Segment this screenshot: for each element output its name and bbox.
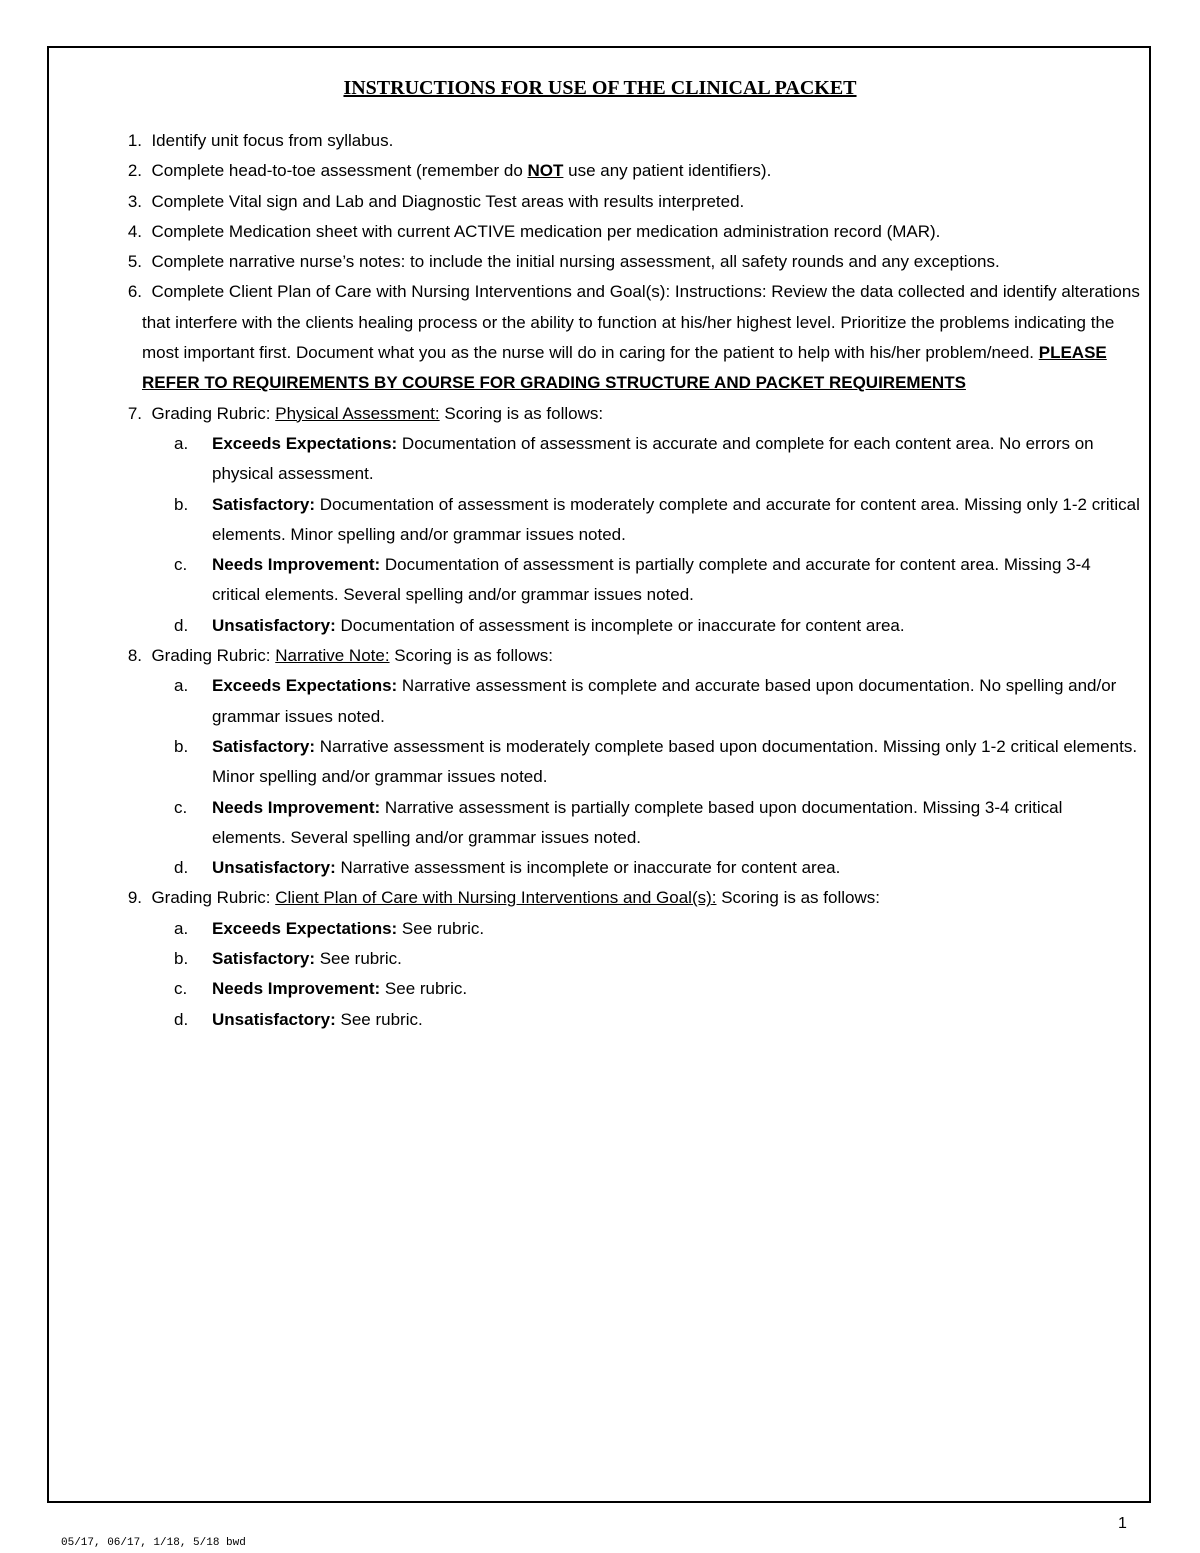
sub-letter: d.: [174, 615, 189, 635]
item-text: Complete narrative nurse’s notes: to include the initial nursing assessment, all safety rounds and any exceptions.: [151, 252, 1000, 272]
item-number: 8.: [127, 646, 142, 666]
sub-item: a. Exceeds Expectations: Narrative assessment is complete and accurate based upon documentation. No spelling and/or grammar issues noted.: [142, 671, 1140, 732]
sub-letter: d.: [174, 858, 189, 878]
instruction-list: [100, 126, 1140, 1035]
sub-letter: d.: [174, 1009, 189, 1029]
rating-label: Needs Improvement:: [212, 979, 381, 999]
rating-label: Needs Improvement:: [212, 555, 381, 575]
item-number: 6.: [127, 282, 142, 302]
rating-label: Unsatisfactory:: [212, 1009, 336, 1029]
list-item: [100, 247, 1140, 277]
list-item: [100, 217, 1140, 247]
sub-item: d. Unsatisfactory: Documentation of assessment is incomplete or inaccurate for content area.: [142, 611, 1140, 641]
page-title: INSTRUCTIONS FOR USE OF THE CLINICAL PACKET: [343, 77, 857, 99]
item-text: Grading Rubric: Narrative Note: Scoring is as follows:: [151, 646, 554, 666]
sub-letter: b.: [174, 949, 189, 969]
sub-item: d. Unsatisfactory: Narrative assessment is incomplete or inaccurate for content area.: [142, 853, 1140, 883]
sub-item: c. Needs Improvement: Documentation of assessment is partially complete and accurate for content area. Missing 3-4 critical elements. Several spelling and/or grammar issues noted.: [142, 550, 1140, 611]
sub-item: a. Exceeds Expectations: See rubric.: [142, 914, 1140, 944]
sub-letter: a.: [174, 433, 189, 453]
page-number: 1: [1118, 1515, 1127, 1532]
item-number: 3.: [127, 191, 142, 211]
item-text: Grading Rubric: Client Plan of Care with Nursing Interventions and Goal(s): Scoring is as follows:: [151, 888, 880, 908]
list-item: [100, 156, 1140, 186]
sub-item: d. Unsatisfactory: See rubric.: [142, 1005, 1140, 1035]
rating-label: Satisfactory:: [212, 494, 315, 514]
sub-letter: c.: [174, 979, 188, 999]
sub-item: a. Exceeds Expectations: Documentation of assessment is accurate and complete for each content area. No errors on physical assessment.: [142, 429, 1140, 490]
item-text: Complete head-to-toe assessment (remember do NOT use any patient identifiers).: [151, 161, 772, 181]
item-text: Complete Medication sheet with current ACTIVE medication per medication administration record (MAR).: [151, 221, 941, 241]
item-text: Grading Rubric: Physical Assessment: Scoring is as follows:: [151, 403, 604, 423]
sub-item: b. Satisfactory: See rubric.: [142, 944, 1140, 974]
item-number: 7.: [127, 403, 142, 423]
emphasis-text: NOT: [527, 161, 564, 181]
rating-label: Exceeds Expectations:: [212, 918, 398, 938]
emphasis-text: PLEASE REFER TO REQUIREMENTS BY COURSE FOR GRADING STRUCTURE AND PACKET REQUIREMENTS: [142, 343, 1107, 393]
sub-letter: a.: [174, 676, 189, 696]
sub-letter: b.: [174, 494, 189, 514]
item-text: Identify unit focus from syllabus.: [151, 131, 394, 150]
list-item: [100, 187, 1140, 217]
sub-letter: c.: [174, 555, 188, 575]
rating-label: Needs Improvement:: [212, 797, 381, 817]
list-item: [100, 641, 1140, 671]
rubric-section-title: Client Plan of Care with Nursing Interventions and Goal(s):: [275, 888, 717, 908]
rating-label: Unsatisfactory:: [212, 615, 336, 635]
list-item: [100, 883, 1140, 913]
sub-letter: c.: [174, 797, 188, 817]
item-number: 2.: [127, 161, 142, 181]
list-item: [100, 126, 1140, 156]
revision-dates: 05/17, 06/17, 1/18, 5/18 bwd: [61, 1537, 246, 1549]
rubric-section-title: Physical Assessment:: [275, 403, 440, 423]
item-text: Complete Vital sign and Lab and Diagnostic Test areas with results interpreted.: [151, 191, 745, 211]
rating-label: Exceeds Expectations:: [212, 676, 398, 696]
item-number: 4.: [127, 221, 142, 241]
list-item: [100, 277, 1140, 398]
rating-label: Satisfactory:: [212, 736, 315, 756]
sub-letter: b.: [174, 736, 189, 756]
sub-item: c. Needs Improvement: See rubric.: [142, 974, 1140, 1004]
item-number: 1.: [127, 131, 142, 150]
rating-label: Satisfactory:: [212, 949, 315, 969]
sub-letter: a.: [174, 918, 189, 938]
item-number: 5.: [127, 252, 142, 272]
rating-label: Exceeds Expectations:: [212, 433, 398, 453]
rating-label: Unsatisfactory:: [212, 858, 336, 878]
sub-item: c. Needs Improvement: Narrative assessment is partially complete based upon documentation. Missing 3-4 critical elements. Several spelling and/or grammar issues noted.: [142, 793, 1140, 854]
rubric-section-title: Narrative Note:: [275, 646, 390, 666]
sub-item: b. Satisfactory: Narrative assessment is moderately complete based upon documentation. Missing only 1-2 critical elements. Minor spelling and/or grammar issues noted.: [142, 732, 1140, 793]
sub-item: b. Satisfactory: Documentation of assessment is moderately complete and accurate for content area. Missing only 1-2 critical elements. Minor spelling and/or grammar issues noted.: [142, 490, 1140, 551]
item-number: 9.: [127, 888, 142, 908]
list-item: [100, 399, 1140, 429]
item-text: Complete Client Plan of Care with Nursing Interventions and Goal(s): Instructions: Review the data collected and identify alterations that interfere with the clients healing process or the ability to function at his/her highest level. Prioritize the problems indicating the most important first. Document what you as the nurse will do in caring for the patient to help with his/her problem/need. PLEASE REFER TO REQUIREMENTS BY COURSE FOR GRADING STRUCTURE AND PACKET REQUIREMENTS: [142, 282, 1140, 393]
